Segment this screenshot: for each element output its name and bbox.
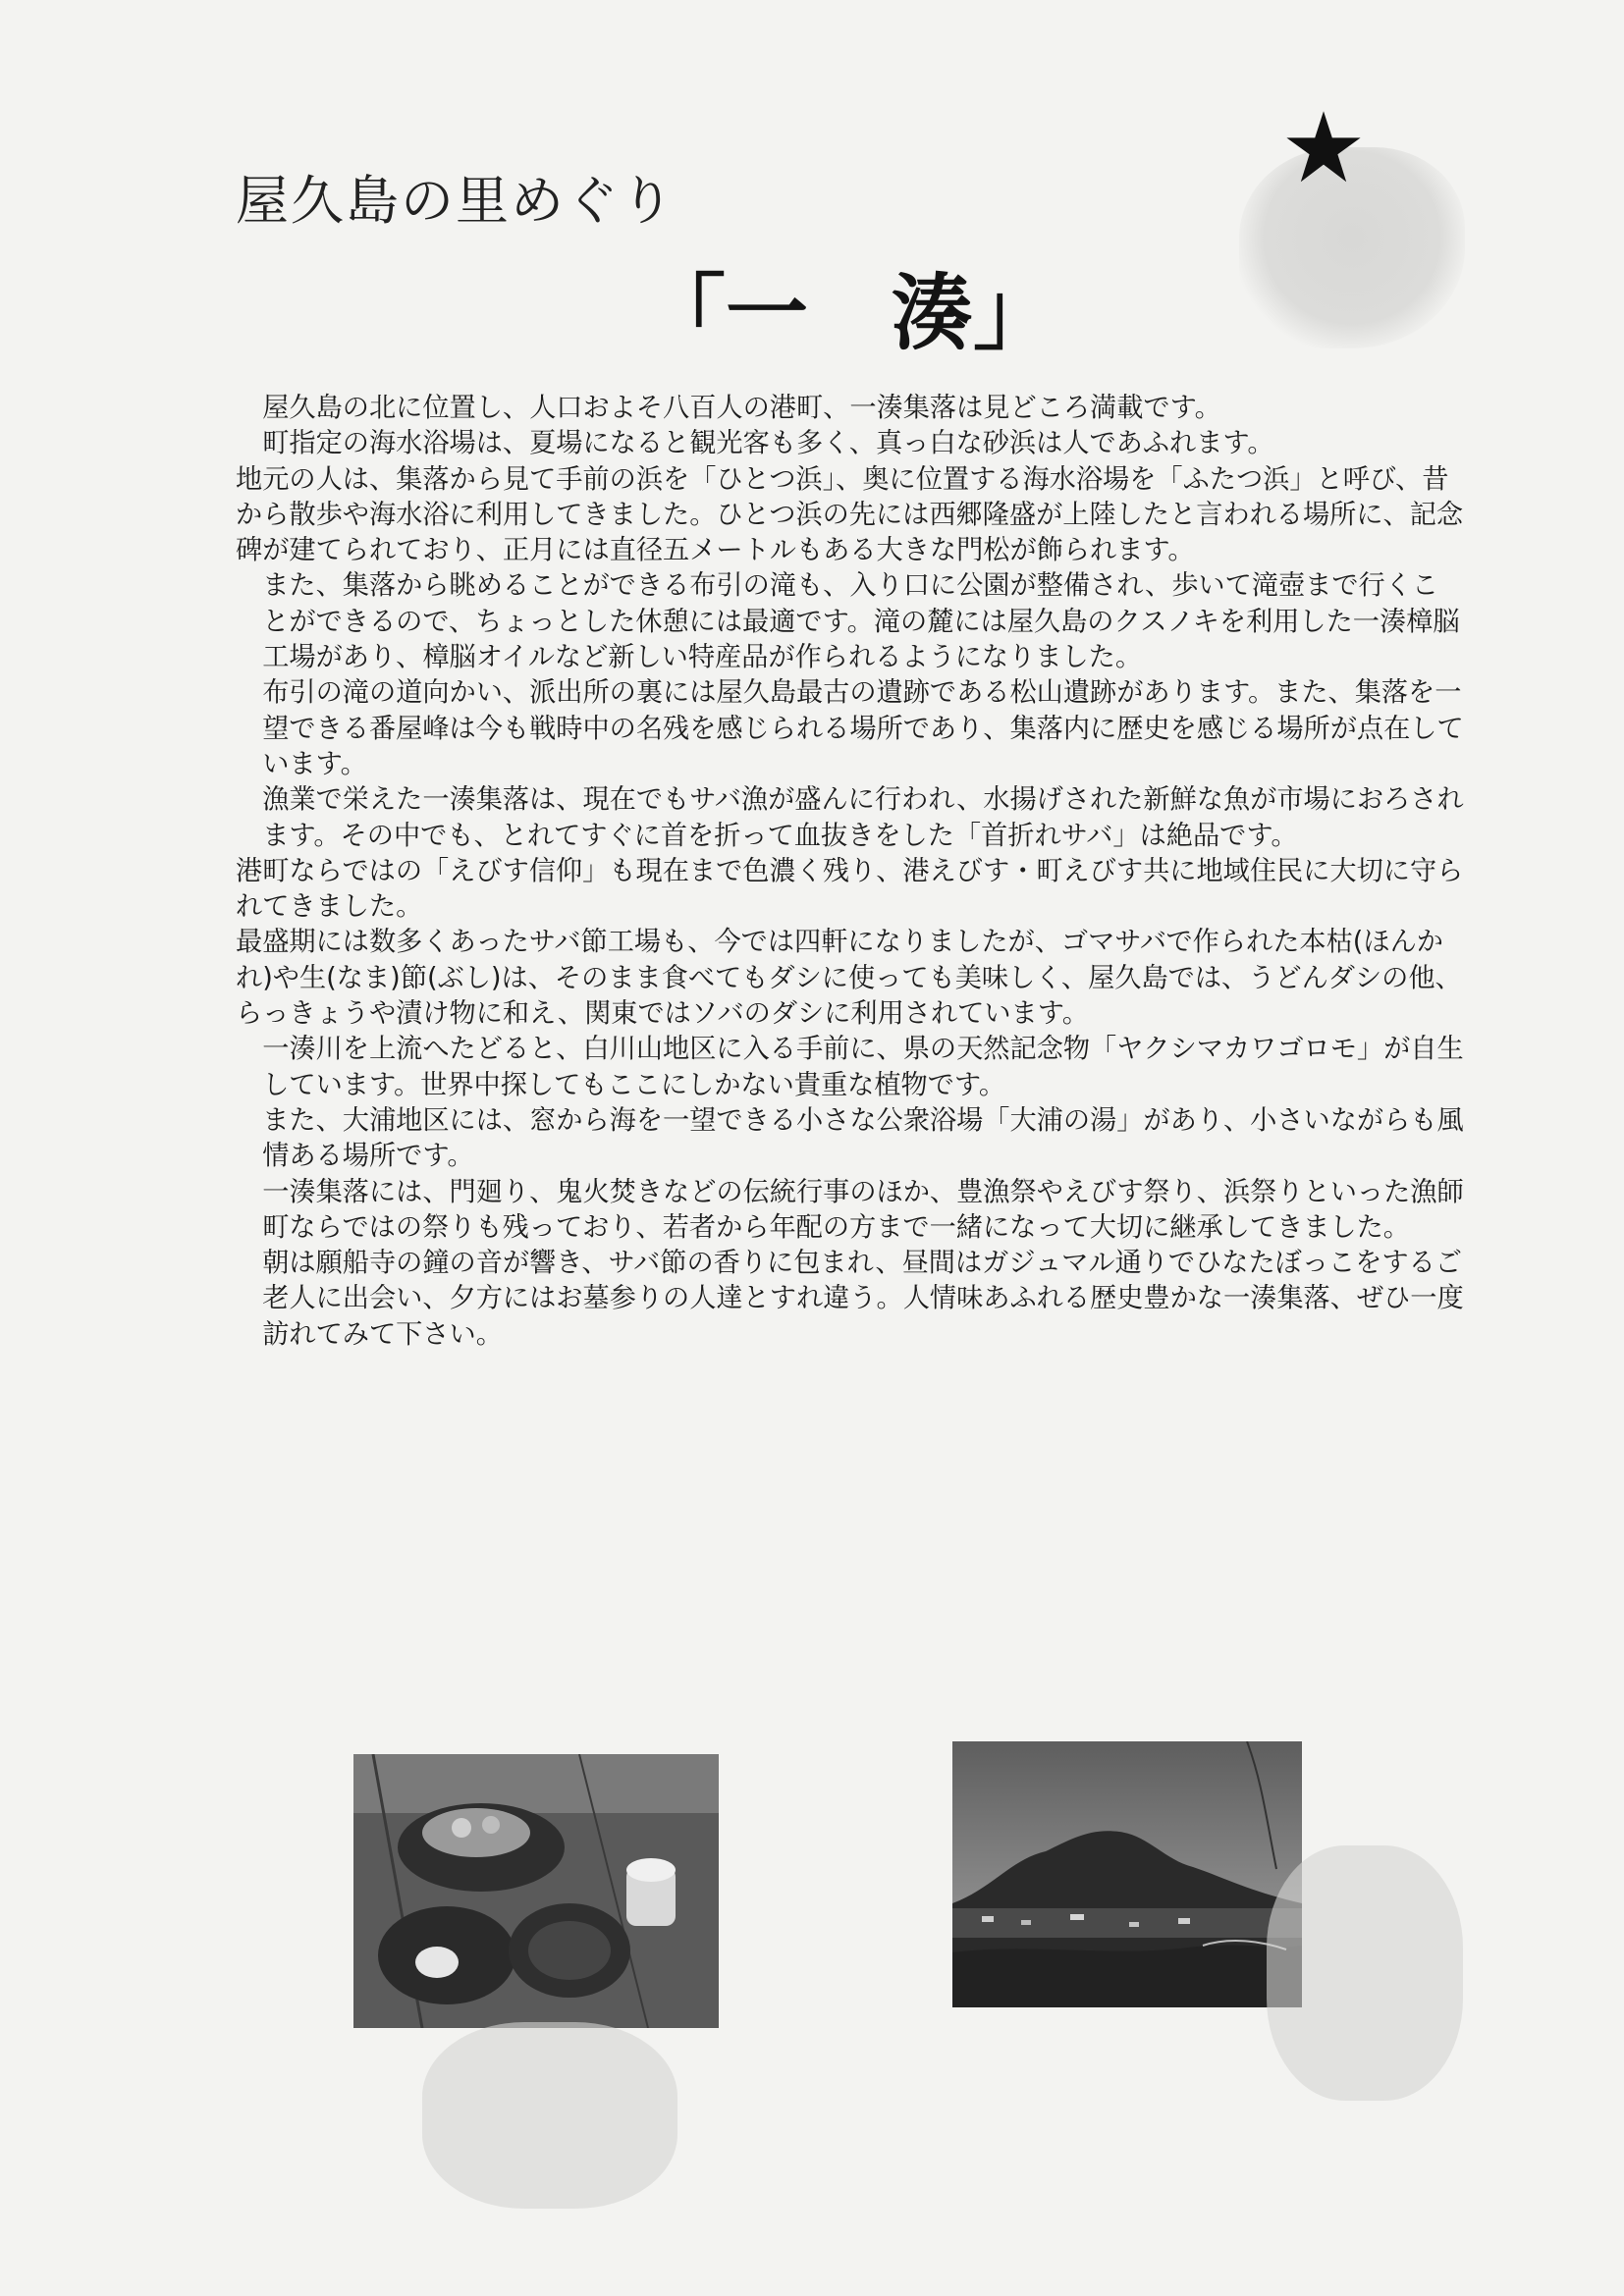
- paragraph: 一湊川を上流へたどると、白川山地区に入る手前に、県の天然記念物「ヤクシマカワゴロモ」が自生しています。世界中探してもここにしかない貴重な植物です。: [262, 1034, 1464, 1100]
- food-photo: [353, 1754, 719, 2028]
- paragraph: 地元の人は、集落から見て手前の浜を「ひとつ浜」、奥に位置する海水浴場を「ふたつ浜」と呼び、昔から散歩や海水浴に利用してきました。ひとつ浜の先には西郷隆盛が上陸したと言われる場所に、記念碑が建てられており、正月には直径五メートルもある大きな門松が飾られます。: [236, 463, 1464, 566]
- paragraph: 屋久島の北に位置し、人口およそ八百人の港町、一湊集落は見どころ満載です。: [262, 393, 1221, 423]
- paragraph: 最盛期には数多くあったサバ節工場も、今では四軒になりましたが、ゴマサバで作られた本枯(ほんかれ)や生(なま)節(ぶし)は、そのまま食べてもダシに使っても美味しく、屋久島では、うどんダシの他、らっきょうや漬け物に和え、関東ではソバのダシに利用されています。: [236, 927, 1462, 1030]
- gray-smudge: [1267, 1845, 1463, 2101]
- page-title: 「一 湊」: [643, 265, 1056, 361]
- paragraph: また、集落から眺めることができる布引の滝も、入り口に公園が整備され、歩いて滝壺まで行くことができるので、ちょっとした休憩には最適です。滝の麓には屋久島のクスノキを利用した一湊樟脳工場があり、樟脳オイルなど新しい特産品が作られるようになりました。: [262, 570, 1460, 673]
- page-subtitle: 屋久島の里めぐり: [236, 170, 676, 232]
- star-icon: [1284, 108, 1363, 187]
- paragraph: 朝は願船寺の鐘の音が響き、サバ節の香りに包まれ、昼間はガジュマル通りでひなたぼっこをするご老人に出会い、夕方にはお墓参りの人達とすれ違う。人情味あふれる歴史豊かな一湊集落、ぜひ一度訪れてみて下さい。: [262, 1248, 1464, 1350]
- mountain-photo: [952, 1741, 1302, 2007]
- paragraph: 布引の滝の道向かい、派出所の裏には屋久島最古の遺跡である松山遺跡があります。また、集落を一望できる番屋峰は今も戦時中の名残を感じられる場所であり、集落内に歴史を感じる場所が点在しています。: [262, 677, 1464, 779]
- paragraph: また、大浦地区には、窓から海を一望できる小さな公衆浴場「大浦の湯」があり、小さいながらも風情ある場所です。: [262, 1104, 1464, 1172]
- paragraph: 漁業で栄えた一湊集落は、現在でもサバ漁が盛んに行われ、水揚げされた新鮮な魚が市場におろされます。その中でも、とれてすぐに首を折って血抜きをした「首折れサバ」は絶品です。: [262, 784, 1464, 851]
- paragraph: 港町ならではの「えびす信仰」も現在まで色濃く残り、港えびす・町えびす共に地域住民に大切に守られてきました。: [236, 855, 1464, 923]
- paragraph: 一湊集落には、門廻り、鬼火焚きなどの伝統行事のほか、豊漁祭やえびす祭り、浜祭りといった漁師町ならではの祭りも残っており、若者から年配の方まで一緒になって大切に継承してきました。: [262, 1176, 1464, 1243]
- paragraph: 町指定の海水浴場は、夏場になると観光客も多く、真っ白な砂浜は人であふれます。: [262, 428, 1274, 459]
- article-body: [236, 391, 1465, 1353]
- gray-smudge: [422, 2022, 677, 2209]
